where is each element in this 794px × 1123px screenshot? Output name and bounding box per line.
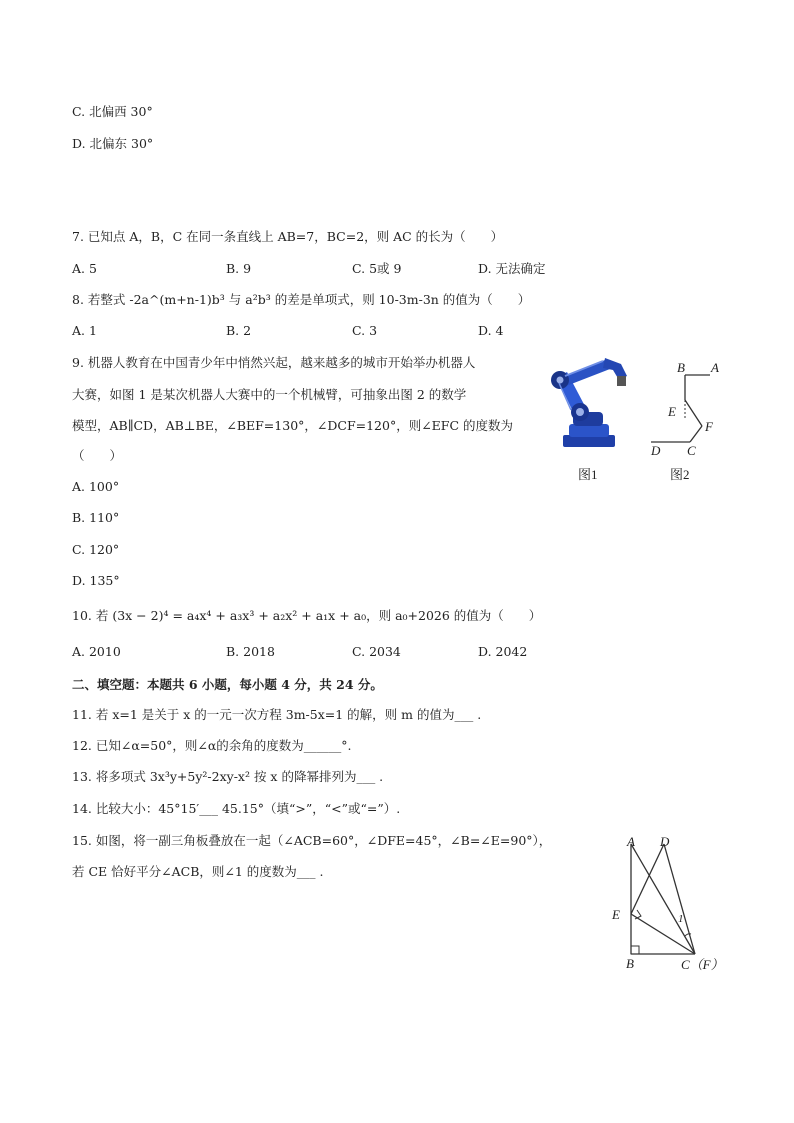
q8-option-d: D. 4 — [478, 323, 504, 338]
q9-option-c: C. 120° — [72, 542, 120, 557]
q10-option-b: B. 2018 — [226, 644, 275, 659]
q10-stem: 10. 若 (3x − 2)⁴ = a₄x⁴ + a₃x³ + a₂x² + a₁x + a₀，则 a₀+2026 的值为（ ） — [72, 608, 542, 623]
q6-option-d: D. 北偏东 30° — [72, 136, 154, 151]
q15-label-e: E — [612, 907, 620, 922]
q7-option-a: A. 5 — [72, 261, 97, 276]
q8-option-a: A. 1 — [72, 323, 97, 338]
q9-stem-line1: 9. 机器人教育在中国青少年中悄然兴起，越来越多的城市开始举办机器人 — [72, 355, 476, 370]
figure2-caption: 图2 — [670, 467, 690, 482]
q7-stem: 7. 已知点 A，B，C 在同一条直线上 AB=7，BC=2，则 AC 的长为（ ） — [72, 229, 504, 244]
q8-option-b: B. 2 — [226, 323, 252, 338]
q10-option-c: C. 2034 — [352, 644, 401, 659]
q10-option-d: D. 2042 — [478, 644, 528, 659]
figure2-label-e: E — [668, 404, 676, 419]
robot-arm-image — [535, 350, 635, 455]
q13-stem: 13. 将多项式 3x³y+5y²-2xy-x² 按 x 的降幂排列为___ . — [72, 769, 384, 784]
q9-option-b: B. 110° — [72, 510, 120, 525]
q9-option-d: D. 135° — [72, 573, 120, 588]
figure2-label-c: C — [687, 443, 696, 458]
q15-triangle-diagram — [612, 830, 722, 970]
section2-heading: 二、填空题：本题共 6 小题，每小题 4 分，共 24 分。 — [72, 677, 383, 692]
figure2-label-b: B — [677, 360, 685, 375]
q15-label-a: A — [627, 834, 635, 849]
figure2-label-d: D — [651, 443, 661, 458]
q9-stem-line3: 模型，AB∥CD，AB⊥BE，∠BEF=130°，∠DCF=120°，则∠EFC 的度数为 — [72, 418, 514, 433]
q7-option-b: B. 9 — [226, 261, 252, 276]
q15-label-d: D — [660, 834, 670, 849]
q7-option-c: C. 5或 9 — [352, 261, 402, 276]
q9-stem-line4: （ ） — [72, 448, 123, 463]
q9-stem-line2: 大赛，如图 1 是某次机器人大赛中的一个机械臂，可抽象出图 2 的数学 — [72, 387, 467, 402]
q15-label-c-f: C（F） — [681, 957, 724, 972]
q15-stem-line2: 若 CE 恰好平分∠ACB，则∠1 的度数为___ . — [72, 864, 324, 879]
q6-option-c: C. 北偏西 30° — [72, 104, 153, 119]
q15-label-b: B — [626, 956, 634, 971]
q15-label-angle1: 1 — [678, 913, 684, 925]
q8-option-c: C. 3 — [352, 323, 378, 338]
q8-stem: 8. 若整式 -2a^(m+n-1)b³ 与 a²b³ 的差是单项式，则 10-3m-3n 的值为（ ） — [72, 292, 531, 307]
q15-stem-line1: 15. 如图，将一副三角板叠放在一起（∠ACB=60°，∠DFE=45°，∠B=∠E=90°）， — [72, 833, 552, 848]
q11-stem: 11. 若 x=1 是关于 x 的一元一次方程 3m-5x=1 的解，则 m 的值为___ . — [72, 707, 482, 722]
figure2-label-f: F — [705, 419, 713, 434]
q12-stem: 12. 已知∠α=50°，则∠α的余角的度数为______°. — [72, 738, 352, 753]
q9-option-a: A. 100° — [72, 479, 120, 494]
figure1-caption: 图1 — [578, 467, 598, 482]
q7-option-d: D. 无法确定 — [478, 261, 546, 276]
q10-option-a: A. 2010 — [72, 644, 121, 659]
figure2-label-a: A — [711, 360, 719, 375]
q14-stem: 14. 比较大小：45°15′___ 45.15°（填“>”，“<”或“=”）. — [72, 801, 401, 816]
